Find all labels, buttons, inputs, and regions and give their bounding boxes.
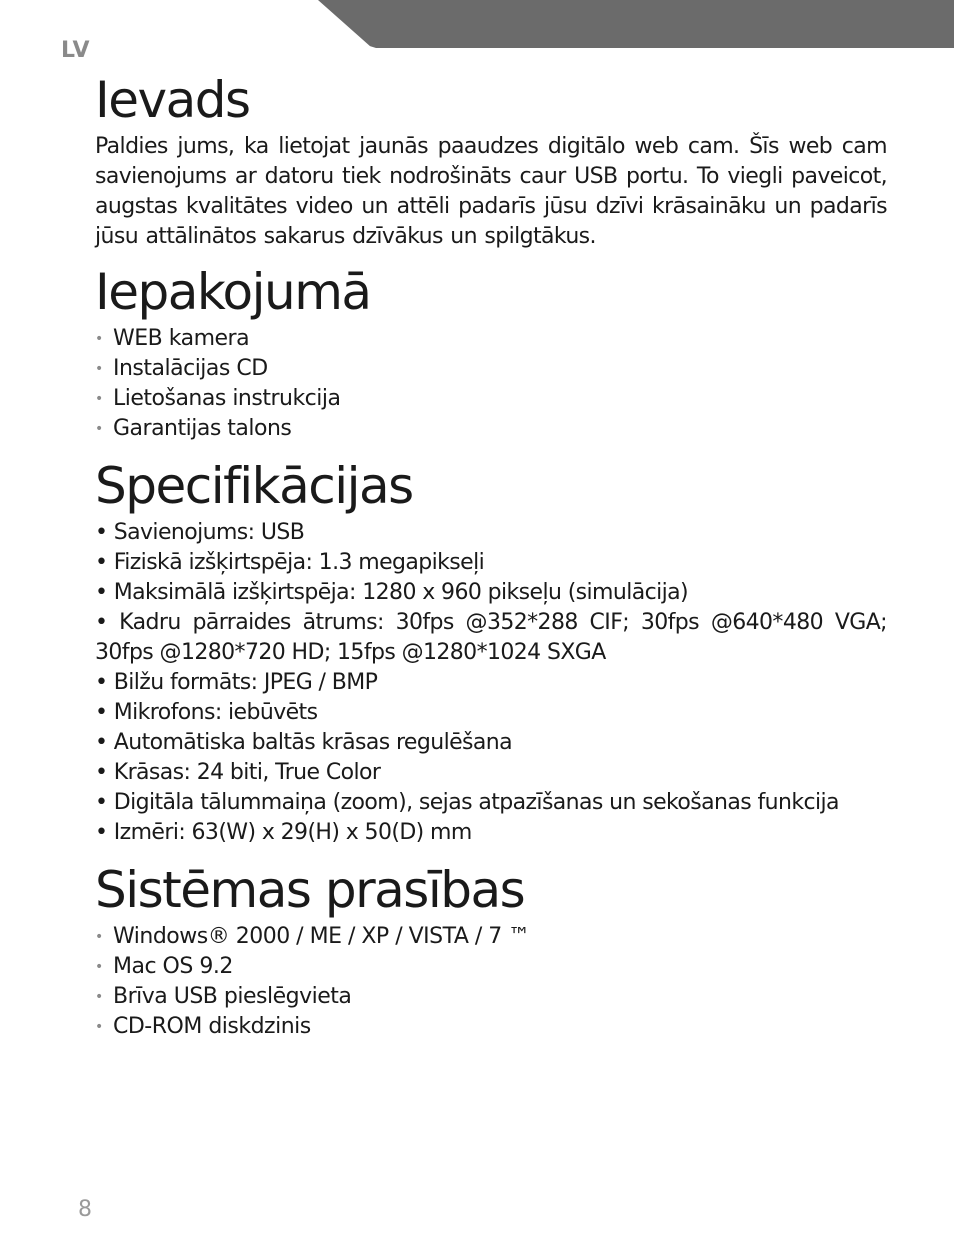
list-item: • Mikrofons: iebūvēts [95, 700, 318, 725]
bullet-icon: • [95, 959, 103, 975]
list-item: • WEB kamera [95, 324, 887, 354]
list-item: • Maksimālā izšķirtspēja: 1280 x 960 pikseļu (simulācija) [95, 580, 689, 605]
language-label: LV [61, 38, 91, 63]
list-item: • Instalācijas CD [95, 354, 887, 384]
heading-package: Iepakojumā [95, 263, 371, 321]
list-item: • CD-ROM diskdzinis [95, 1012, 887, 1042]
section-system [95, 858, 887, 1042]
list-item: • Windows® 2000 / ME / XP / VISTA / 7 ™ [95, 922, 887, 952]
list-item: • Lietošanas instrukcija [95, 384, 887, 414]
heading-specs: Specifikācijas [95, 457, 413, 515]
system-list [95, 922, 887, 1042]
list-item: • Digitāla tālummaiņa (zoom), sejas atpazīšanas un sekošanas funkcija [95, 790, 839, 815]
bullet-icon: • [95, 989, 103, 1005]
bullet-icon: • [95, 1019, 103, 1035]
list-item: • Izmēri: 63(W) x 29(H) x 50(D) mm [95, 820, 472, 845]
list-item: • Bilžu formāts: JPEG / BMP [95, 670, 378, 695]
header-tab-decoration [318, 0, 954, 48]
section-package [95, 260, 887, 444]
list-item: • Kadru pārraides ātrums: 30fps @352*288 CIF; 30fps @640*480 VGA; 30fps @1280*720 HD; 15fps @1280*1024 SXGA [95, 610, 887, 665]
list-item: • Automātiska baltās krāsas regulēšana [95, 730, 512, 755]
package-list [95, 324, 887, 444]
bullet-icon: • [95, 331, 103, 347]
heading-intro: Ievads [95, 71, 250, 129]
page-number: 8 [78, 1197, 92, 1222]
list-item: • Krāsas: 24 biti, True Color [95, 760, 381, 785]
list-item: • Fiziskā izšķirtspēja: 1.3 megapikseļi [95, 550, 485, 575]
heading-system: Sistēmas prasības [95, 861, 525, 919]
list-item: • Brīva USB pieslēgvieta [95, 982, 887, 1012]
specs-list [95, 518, 887, 848]
section-intro [95, 68, 887, 252]
page-content [95, 68, 887, 1042]
bullet-icon: • [95, 391, 103, 407]
list-item: • Mac OS 9.2 [95, 952, 887, 982]
bullet-icon: • [95, 929, 103, 945]
section-specs [95, 454, 887, 848]
bullet-icon: • [95, 361, 103, 377]
list-item: • Garantijas talons [95, 414, 887, 444]
list-item: • Savienojums: USB [95, 520, 305, 545]
intro-paragraph: Paldies jums, ka lietojat jaunās paaudzes digitālo web cam. Šīs web cam savienojums ar datoru tiek nodrošināts caur USB portu. To viegli paveicot, augstas kvalitātes video un attēli padarīs jūsu dzīvi krāsaināku un padarīs jūsu attālinātos sakarus dzīvākus un spilgtākus. [95, 134, 887, 249]
bullet-icon: • [95, 421, 103, 437]
